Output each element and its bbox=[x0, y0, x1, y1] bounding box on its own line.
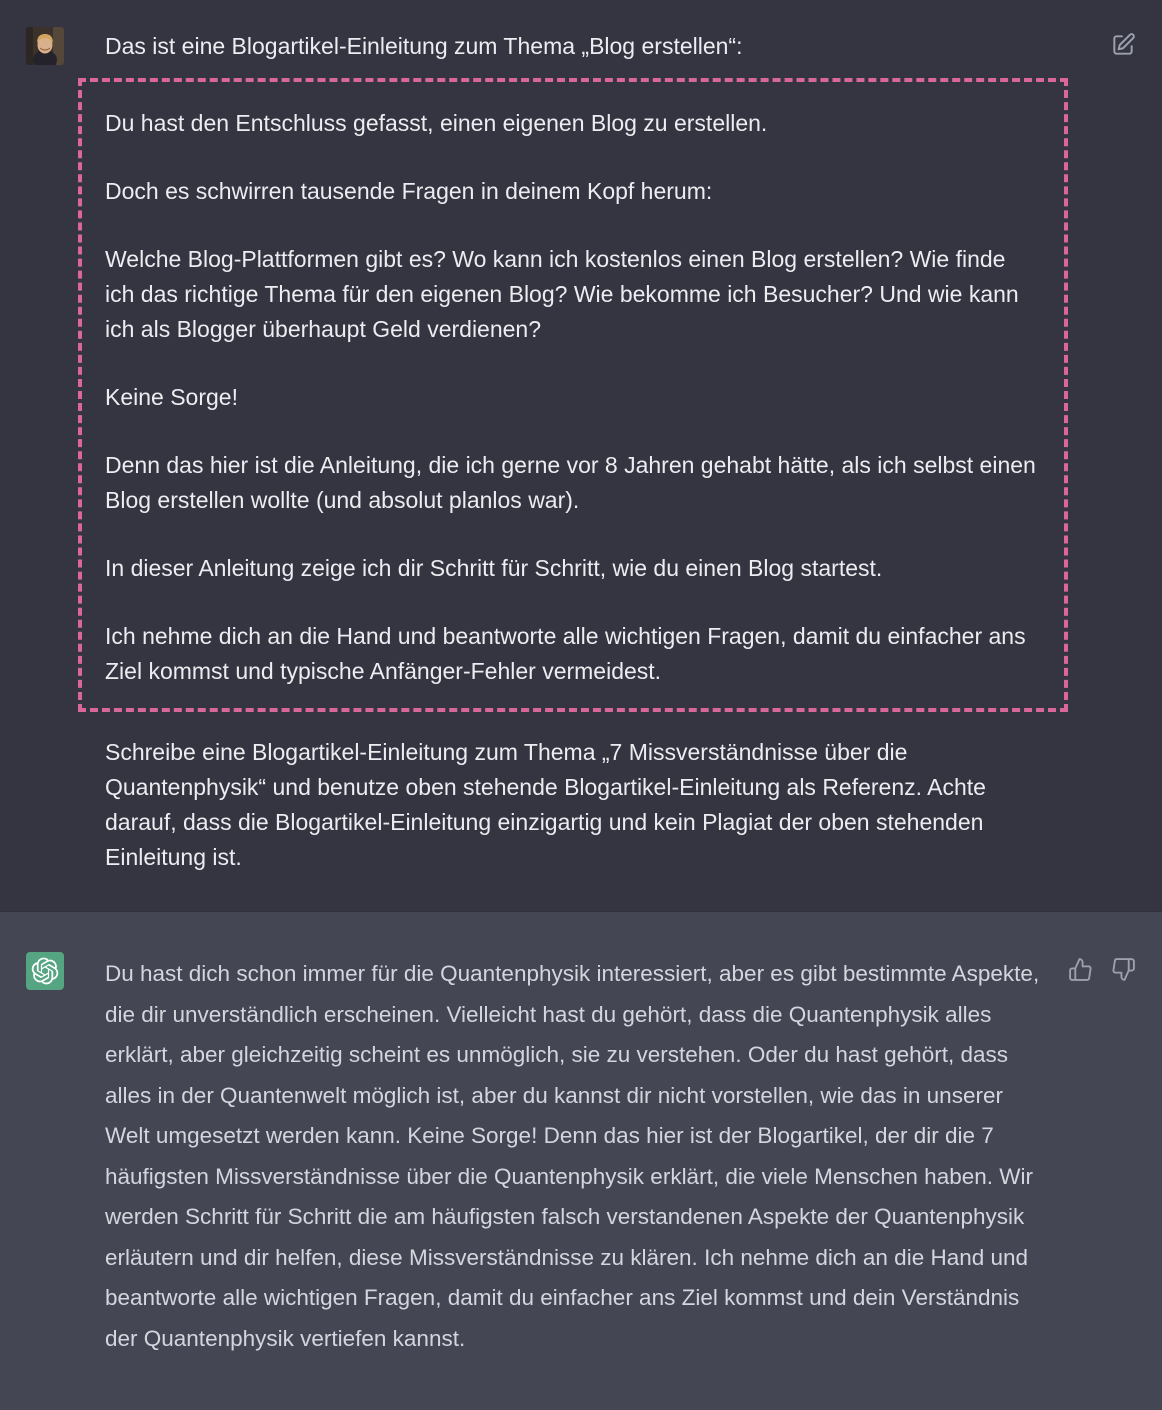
quoted-paragraph: Welche Blog-Plattformen gibt es? Wo kann ich kostenlos einen Blog erstellen? Wie finde ich das richtige Thema für den eigenen Blog? Wie bekomme ich Besucher? Und wie kann ich als Blogger überhaupt Geld verdienen? bbox=[105, 246, 1019, 342]
user-avatar-photo bbox=[26, 27, 64, 65]
quoted-paragraph: Doch es schwirren tausende Fragen in deinem Kopf herum: bbox=[105, 178, 713, 204]
quoted-paragraph: In dieser Anleitung zeige ich dir Schritt für Schritt, wie du einen Blog startest. bbox=[105, 555, 883, 581]
user-message-instruction: Schreibe eine Blogartikel-Einleitung zum Thema „7 Missverständnisse über die Quantenphysik“ und benutze oben stehende Blogartikel-Einleitung als Referenz. Achte darauf, dass die Blogartikel-Einleitung einzigartig und kein Plagiat der oben stehenden Einleitung ist. bbox=[105, 739, 986, 870]
thumbs-down-icon bbox=[1111, 957, 1136, 982]
user-message-actions bbox=[1110, 27, 1136, 58]
edit-message-button[interactable] bbox=[1110, 32, 1136, 58]
thumbs-up-icon bbox=[1068, 957, 1093, 982]
thumbs-up-button[interactable] bbox=[1068, 957, 1093, 982]
edit-pencil-icon bbox=[1110, 32, 1136, 58]
openai-logo-icon bbox=[26, 952, 64, 990]
assistant-message-actions bbox=[1068, 952, 1136, 982]
user-avatar bbox=[26, 27, 64, 65]
thumbs-down-button[interactable] bbox=[1111, 957, 1136, 982]
user-message-content bbox=[78, 27, 1068, 875]
quoted-paragraph: Keine Sorge! bbox=[105, 384, 238, 410]
assistant-message-content bbox=[78, 952, 1068, 1359]
quoted-paragraph: Denn das hier ist die Anleitung, die ich gerne vor 8 Jahren gehabt hätte, als ich selbst einen Blog erstellen wollte (und absolut planlos war). bbox=[105, 452, 1036, 513]
quoted-paragraph: Du hast den Entschluss gefasst, einen eigenen Blog zu erstellen. bbox=[105, 110, 768, 136]
assistant-message bbox=[0, 911, 1162, 1410]
chatgpt-avatar bbox=[26, 952, 64, 990]
quoted-paragraph: Ich nehme dich an die Hand und beantworte alle wichtigen Fragen, damit du einfacher ans Ziel kommst und typische Anfänger-Fehler vermeidest. bbox=[105, 623, 1026, 684]
assistant-message-text: Du hast dich schon immer für die Quantenphysik interessiert, aber es gibt bestimmte Aspekte, die dir unverständlich erscheinen. Vielleicht hast du gehört, dass die Quantenphysik alles erklärt, aber gleichzeitig scheint es unmöglich, sie zu verstehen. Oder du hast gehört, dass alles in der Quantenwelt möglich ist, aber du kannst dir nicht vorstellen, wie das in unserer Welt umgesetzt werden kann. Keine Sorge! Denn das hier ist der Blogartikel, der dir die 7 häufigsten Missverständnisse über die Quantenphysik erklärt, die viele Menschen haben. Wir werden Schritt für Schritt die am häufigsten falsch verstandenen Aspekte der Quantenphysik erläutern und dir helfen, diese Missverständnisse zu klären. Ich nehme dich an die Hand und beantworte alle wichtigen Fragen, damit du einfacher ans Ziel kommst und dein Verständnis der Quantenphysik vertiefen kannst. bbox=[105, 961, 1040, 1351]
user-message-intro: Das ist eine Blogartikel-Einleitung zum Thema „Blog erstellen“: bbox=[105, 33, 743, 59]
quoted-blog-intro-box bbox=[78, 78, 1068, 712]
